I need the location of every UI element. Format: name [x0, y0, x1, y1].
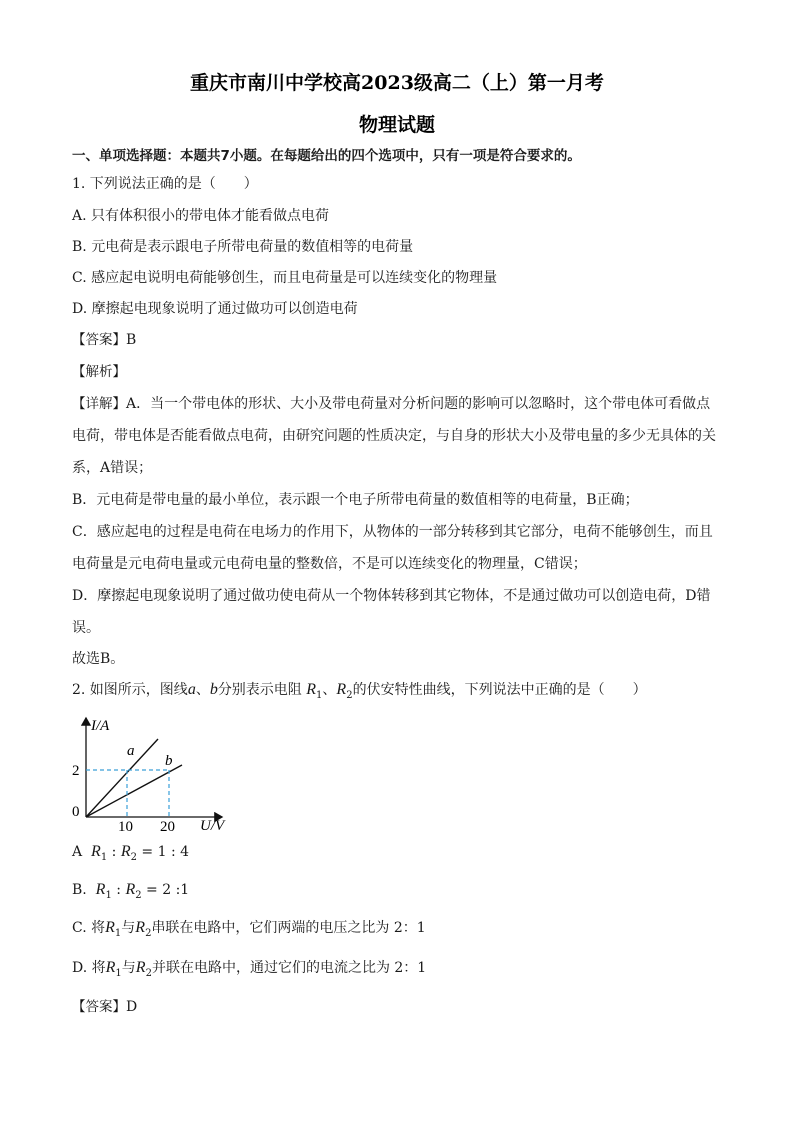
- q1-analysis: [72, 362, 126, 382]
- q1-detail-a: [72, 388, 722, 484]
- x-axis-label: U/V: [200, 818, 225, 834]
- q1-option-b: B. 元电荷是表示跟电子所带电荷量的数值相等的电荷量: [72, 239, 414, 255]
- q1-answer: [72, 330, 136, 350]
- q1-option-a: A. 只有体积很小的带电体才能看做点电荷: [72, 208, 330, 224]
- q1-detail-b: B．元电荷是带电量的最小单位，表示跟一个电子所带电荷量的数值相等的电荷量，B正确；: [72, 492, 639, 508]
- origin-label: 0: [72, 804, 80, 820]
- question-1-stem: 1. 下列说法正确的是（ ）: [72, 176, 258, 192]
- x-tick-10: 10: [118, 819, 133, 835]
- detail-tag: 【详解】: [72, 396, 126, 412]
- q2-answer: [72, 997, 137, 1017]
- section-heading: 一、单项选择题：本题共7小题。在每题给出的四个选项中，只有一项是符合要求的。: [72, 148, 581, 164]
- iu-graph: [70, 710, 250, 835]
- q1-detail-d: D．摩擦起电现象说明了通过做功使电荷从一个物体转移到其它物体，不是通过做功可以创造电荷，D错误。: [72, 588, 711, 636]
- line-a: [86, 739, 158, 817]
- x-tick-20: 20: [160, 819, 175, 835]
- page-title: 重庆市南川中学校高2023级高二（上）第一月考: [190, 72, 604, 94]
- q1-option-c: C. 感应起电说明电荷能够创生，而且电荷量是可以连续变化的物理量: [72, 270, 498, 286]
- detail-a-text: A．当一个带电体的形状、大小及带电荷量对分析问题的影响可以忽略时，这个带电体可看做点电荷，带电体是否能看做点电荷，由研究问题的性质决定，与自身的形状大小及带电量的多少无具体的关系，A错误；: [72, 396, 716, 476]
- q2-option-d: D. 将$R_1$与$R_2$并联在电路中，通过它们的电流之比为 2：1: [72, 959, 427, 979]
- y-tick-2: 2: [72, 763, 80, 779]
- q2-option-c: C. 将$R_1$与$R_2$串联在电路中，它们两端的电压之比为 2：1: [72, 919, 426, 939]
- line-b: [86, 765, 182, 817]
- page-subtitle: 物理试题: [358, 114, 435, 136]
- answer-value: D: [126, 999, 138, 1015]
- q2-option-a: A $R_1$ : $R_2 = 1$ : 4: [72, 843, 190, 863]
- line-a-label: a: [127, 743, 135, 759]
- analysis-tag: 【解析】: [72, 364, 126, 380]
- line-b-label: b: [165, 753, 173, 769]
- q1-conclusion: 故选B。: [72, 651, 125, 667]
- answer-tag: 【答案】: [72, 332, 126, 348]
- answer-value: B: [126, 332, 137, 348]
- y-axis-label: I/A: [91, 718, 110, 734]
- question-2-stem: 2. 如图所示，图线a、b分别表示电阻 $R_1$、$R_2$的伏安特性曲线，下列说法中正确的是（ ）: [72, 681, 647, 701]
- q2-option-b: B. $R_1$ : $R_2 = 2$ :1: [72, 881, 190, 901]
- q1-option-d: D. 摩擦起电现象说明了通过做功可以创造电荷: [72, 301, 358, 317]
- answer-tag: 【答案】: [72, 999, 126, 1015]
- q1-detail-c: C．感应起电的过程是电荷在电场力的作用下，从物体的一部分转移到其它部分，电荷不能够创生，而且电荷量是元电荷电量或元电荷电量的整数倍，不是可以连续变化的物理量，C错误；: [72, 524, 713, 572]
